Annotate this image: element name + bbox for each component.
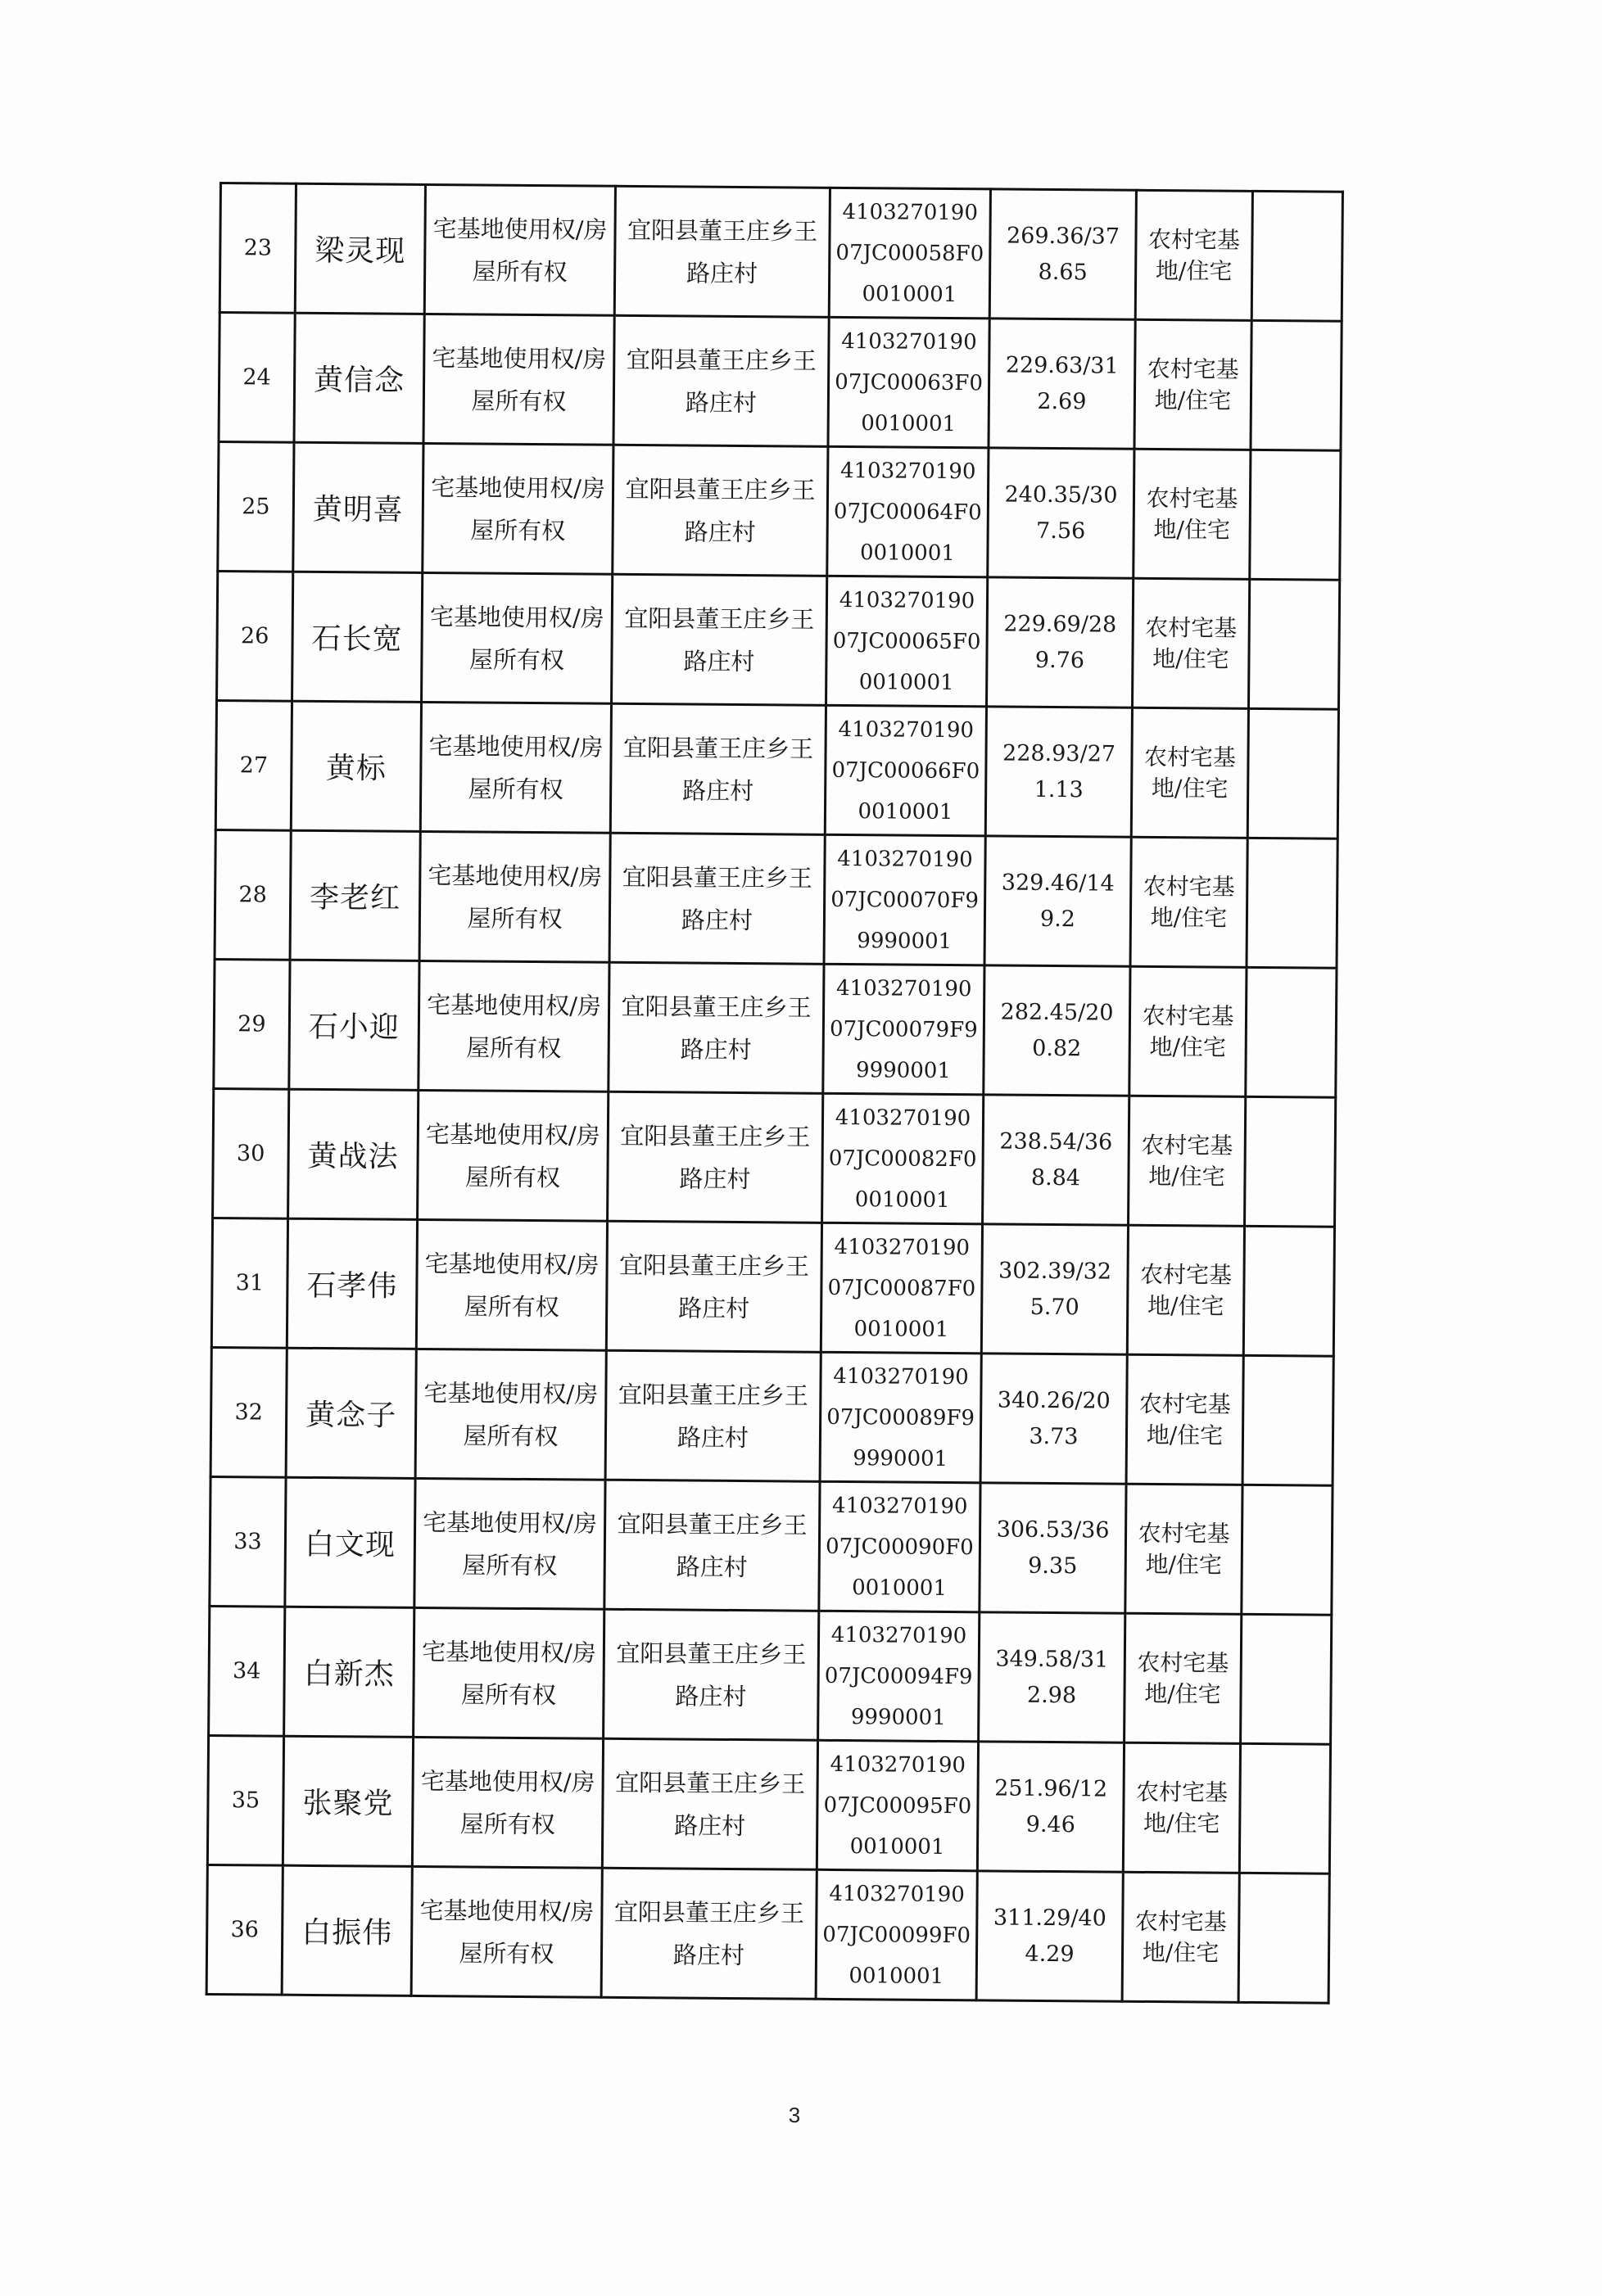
table-row [210,1476,1333,1615]
right-type-cell: 宅基地使用权/房屋所有权 [419,960,609,1092]
table-row [218,442,1341,581]
usage-cell: 农村宅基地/住宅 [1134,449,1251,579]
property-location-cell: 宜阳县董王庄乡王路庄村 [602,1738,817,1869]
note-cell [1241,1614,1332,1744]
owner-name-cell: 白新杰 [284,1607,414,1737]
row-seq-cell: 23 [219,183,296,314]
row-seq-cell: 35 [207,1735,283,1865]
note-cell [1248,579,1339,709]
right-type-cell: 宅基地使用权/房屋所有权 [420,702,611,833]
row-seq-cell: 27 [215,700,292,830]
property-location-cell: 宜阳县董王庄乡王路庄村 [604,1480,820,1611]
table-row [217,571,1340,709]
owner-name-cell: 石孝伟 [287,1218,417,1349]
right-type-cell: 宅基地使用权/房屋所有权 [411,1866,602,1997]
right-type-cell: 宅基地使用权/房屋所有权 [423,443,613,574]
row-seq-cell: 31 [211,1218,287,1348]
note-cell [1251,191,1342,321]
table-row [209,1606,1332,1744]
owner-name-cell: 白振伟 [282,1865,412,1995]
usage-cell: 农村宅基地/住宅 [1122,1872,1239,2002]
row-seq-cell: 34 [209,1606,285,1736]
usage-cell: 农村宅基地/住宅 [1132,578,1249,708]
unit-code-cell: 410327019007JC00058F00010001 [829,188,990,319]
unit-code-cell: 410327019007JC00065F00010001 [826,576,988,707]
area-cell: 269.36/378.65 [989,189,1136,319]
note-cell [1251,320,1342,450]
right-type-cell: 宅基地使用权/房屋所有权 [415,1349,606,1480]
property-location-cell: 宜阳县董王庄乡王路庄村 [613,315,829,446]
row-seq-cell: 36 [206,1864,283,1995]
unit-code-cell: 410327019007JC00099F00010001 [816,1869,977,2000]
property-location-cell: 宜阳县董王庄乡王路庄村 [608,1092,823,1223]
right-type-cell: 宅基地使用权/房屋所有权 [412,1737,603,1868]
unit-code-cell: 410327019007JC00082F00010001 [822,1093,984,1224]
page-number: 3 [788,2103,801,2127]
usage-cell: 农村宅基地/住宅 [1134,319,1251,450]
unit-code-cell: 410327019007JC00079F99990001 [823,964,984,1095]
area-cell: 228.93/271.13 [985,707,1132,837]
owner-name-cell: 黄标 [291,701,421,831]
unit-code-cell: 410327019007JC00070F99990001 [824,834,985,965]
note-cell [1250,450,1341,580]
owner-name-cell: 李老红 [290,830,420,960]
right-type-cell: 宅基地使用权/房屋所有权 [423,314,614,445]
note-cell [1247,838,1337,968]
usage-cell: 农村宅基地/住宅 [1125,1484,1242,1614]
row-seq-cell: 30 [213,1088,289,1218]
unit-code-cell: 410327019007JC00089F99990001 [820,1352,981,1483]
table-row [215,829,1337,968]
right-type-cell: 宅基地使用权/房屋所有权 [422,572,613,703]
owner-name-cell: 黄战法 [288,1089,419,1219]
right-type-cell: 宅基地使用权/房屋所有权 [414,1478,605,1609]
right-type-cell: 宅基地使用权/房屋所有权 [416,1219,607,1350]
usage-cell: 农村宅基地/住宅 [1129,966,1247,1096]
table-row [219,313,1342,451]
note-cell [1247,708,1338,838]
unit-code-cell: 410327019007JC00095F00010001 [817,1740,978,1871]
usage-cell: 农村宅基地/住宅 [1129,1096,1246,1226]
note-cell [1243,1226,1334,1356]
property-location-cell: 宜阳县董王庄乡王路庄村 [604,1609,819,1740]
usage-cell: 农村宅基地/住宅 [1125,1613,1242,1743]
usage-cell: 农村宅基地/住宅 [1131,707,1248,838]
property-location-cell: 宜阳县董王庄乡王路庄村 [606,1221,821,1352]
row-seq-cell: 28 [215,829,291,960]
note-cell [1239,1743,1330,1873]
area-cell: 311.29/404.29 [976,1871,1123,2001]
area-cell: 329.46/149.2 [984,836,1131,966]
note-cell [1242,1485,1333,1615]
row-seq-cell: 26 [217,571,293,701]
area-cell: 229.69/289.76 [986,577,1133,707]
area-cell: 340.26/203.73 [980,1354,1127,1484]
note-cell [1245,1096,1336,1227]
right-type-cell: 宅基地使用权/房屋所有权 [418,1090,609,1221]
row-seq-cell: 25 [218,442,294,572]
owner-name-cell: 黄念子 [286,1348,416,1478]
property-location-cell: 宜阳县董王庄乡王路庄村 [605,1350,821,1481]
note-cell [1246,967,1337,1097]
row-seq-cell: 24 [219,313,295,443]
owner-name-cell: 黄明喜 [293,442,423,572]
owner-name-cell: 张聚党 [283,1736,413,1866]
right-type-cell: 宅基地使用权/房屋所有权 [424,184,615,315]
owner-name-cell: 梁灵现 [295,183,425,314]
area-cell: 251.96/129.46 [977,1742,1124,1872]
property-location-cell: 宜阳县董王庄乡王路庄村 [609,962,824,1093]
usage-cell: 农村宅基地/住宅 [1130,837,1247,967]
owner-name-cell: 石小迎 [289,960,419,1090]
unit-code-cell: 410327019007JC00064F00010001 [827,446,989,577]
area-cell: 306.53/369.35 [980,1483,1126,1613]
usage-cell: 农村宅基地/住宅 [1135,190,1252,320]
note-cell [1242,1355,1333,1485]
area-cell: 349.58/312.98 [979,1612,1125,1742]
row-seq-cell: 29 [214,959,290,1089]
property-location-cell: 宜阳县董王庄乡王路庄村 [601,1868,817,1999]
table-row [206,1864,1329,2003]
owner-name-cell: 黄信念 [294,313,424,443]
usage-cell: 农村宅基地/住宅 [1126,1354,1243,1485]
area-cell: 240.35/307.56 [988,448,1134,578]
owner-name-cell: 白文现 [285,1477,415,1607]
row-seq-cell: 33 [210,1476,286,1607]
table-row [214,959,1337,1097]
unit-code-cell: 410327019007JC00090F00010001 [819,1481,980,1612]
unit-code-cell: 410327019007JC00087F00010001 [821,1223,982,1354]
unit-code-cell: 410327019007JC00094F99990001 [818,1611,980,1742]
table-row [215,700,1338,838]
area-cell: 282.45/200.82 [984,965,1130,1096]
usage-cell: 农村宅基地/住宅 [1127,1225,1244,1355]
area-cell: 238.54/368.84 [983,1095,1129,1225]
right-type-cell: 宅基地使用权/房屋所有权 [419,831,610,962]
right-type-cell: 宅基地使用权/房屋所有权 [414,1607,604,1738]
row-seq-cell: 32 [210,1347,287,1477]
property-location-cell: 宜阳县董王庄乡王路庄村 [614,186,830,317]
table-row [213,1088,1336,1227]
property-location-cell: 宜阳县董王庄乡王路庄村 [609,833,825,964]
unit-code-cell: 410327019007JC00063F00010001 [828,317,989,448]
owner-name-cell: 石长宽 [292,572,423,702]
usage-cell: 农村宅基地/住宅 [1123,1742,1240,1873]
table-row [210,1347,1333,1485]
area-cell: 302.39/325.70 [981,1224,1128,1354]
property-location-cell: 宜阳县董王庄乡王路庄村 [612,574,827,705]
table-row [207,1735,1330,1873]
table-row [219,183,1342,322]
table-body [206,183,1342,2004]
property-location-cell: 宜阳县董王庄乡王路庄村 [613,445,828,576]
property-location-cell: 宜阳县董王庄乡王路庄村 [610,703,826,834]
area-cell: 229.63/312.69 [989,319,1135,449]
unit-code-cell: 410327019007JC00066F00010001 [825,705,986,836]
note-cell [1238,1873,1329,2003]
table-row [211,1218,1334,1356]
property-register-table [206,182,1344,2004]
